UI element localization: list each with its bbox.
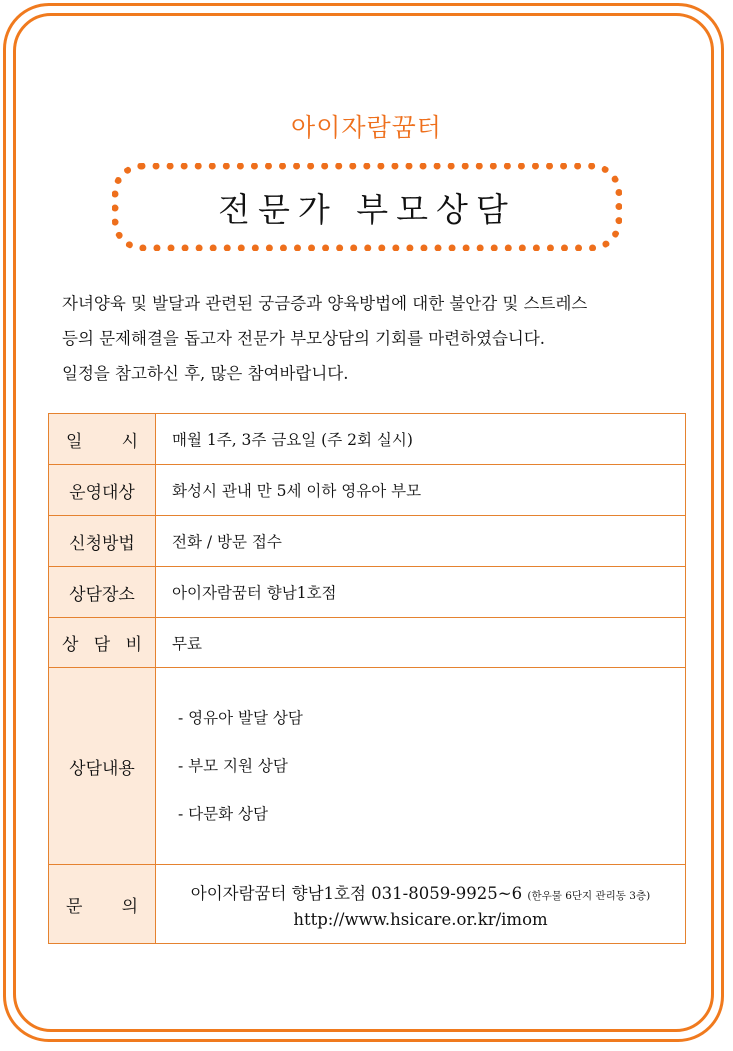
page-title: 전문가 부모상담 — [218, 189, 516, 229]
apply-label: 신청방법 — [49, 516, 156, 567]
content-list — [172, 694, 685, 838]
contact-url[interactable]: http://www.hsicare.or.kr/imom — [293, 909, 548, 929]
fee-label-char-2: 담 — [93, 635, 111, 655]
contact-label-char-2: 의 — [121, 896, 138, 917]
contact-value — [156, 865, 686, 944]
target-label: 운영대상 — [49, 465, 156, 516]
fee-label-char-1: 상 — [62, 635, 79, 655]
apply-value: 전화 / 방문 접수 — [156, 516, 686, 567]
fee-label — [49, 618, 156, 668]
schedule-label — [49, 414, 156, 465]
contact-label-char-1: 문 — [66, 896, 83, 917]
place-value: 아이자람꿈터 향남1호점 — [156, 567, 686, 618]
table-row-target — [49, 465, 686, 516]
schedule-label-char-2: 시 — [121, 431, 138, 452]
intro-line-2: 등의 문제해결을 돕고자 전문가 부모상담의 기회를 마련하였습니다. — [62, 329, 546, 348]
list-item: - 부모 지원 상담 — [178, 757, 288, 775]
org-name: 아이자람꿈터 — [291, 113, 442, 142]
title-box — [112, 163, 622, 251]
fee-value: 무료 — [156, 618, 686, 668]
place-label: 상담장소 — [49, 567, 156, 618]
contact-address-note: (한우물 6단지 관리동 3층) — [527, 889, 651, 902]
table-row-schedule — [49, 414, 686, 465]
target-value: 화성시 관내 만 5세 이하 영유아 부모 — [156, 465, 686, 516]
fee-label-char-3: 비 — [125, 635, 142, 655]
list-item: - 다문화 상담 — [178, 805, 268, 823]
table-row-apply — [49, 516, 686, 567]
contact-phone: 아이자람꿈터 향남1호점 031-8059-9925~6 — [190, 883, 523, 903]
intro-text — [62, 286, 682, 391]
table-row-contact — [49, 865, 686, 944]
content-value — [156, 668, 686, 865]
schedule-value: 매월 1주, 3주 금요일 (주 2회 실시) — [156, 414, 686, 465]
intro-line-1: 자녀양육 및 발달과 관련된 궁금증과 양육방법에 대한 불안감 및 스트레스 — [62, 294, 588, 313]
intro-line-3: 일정을 참고하신 후, 많은 참여바랍니다. — [62, 364, 349, 383]
table-row-place — [49, 567, 686, 618]
info-table — [48, 413, 686, 944]
table-row-fee — [49, 618, 686, 668]
list-item: - 영유아 발달 상담 — [178, 709, 303, 727]
table-row-content — [49, 668, 686, 865]
contact-label — [49, 865, 156, 944]
schedule-label-char-1: 일 — [66, 431, 83, 452]
contact-line — [156, 880, 685, 904]
content-label: 상담내용 — [49, 668, 156, 865]
